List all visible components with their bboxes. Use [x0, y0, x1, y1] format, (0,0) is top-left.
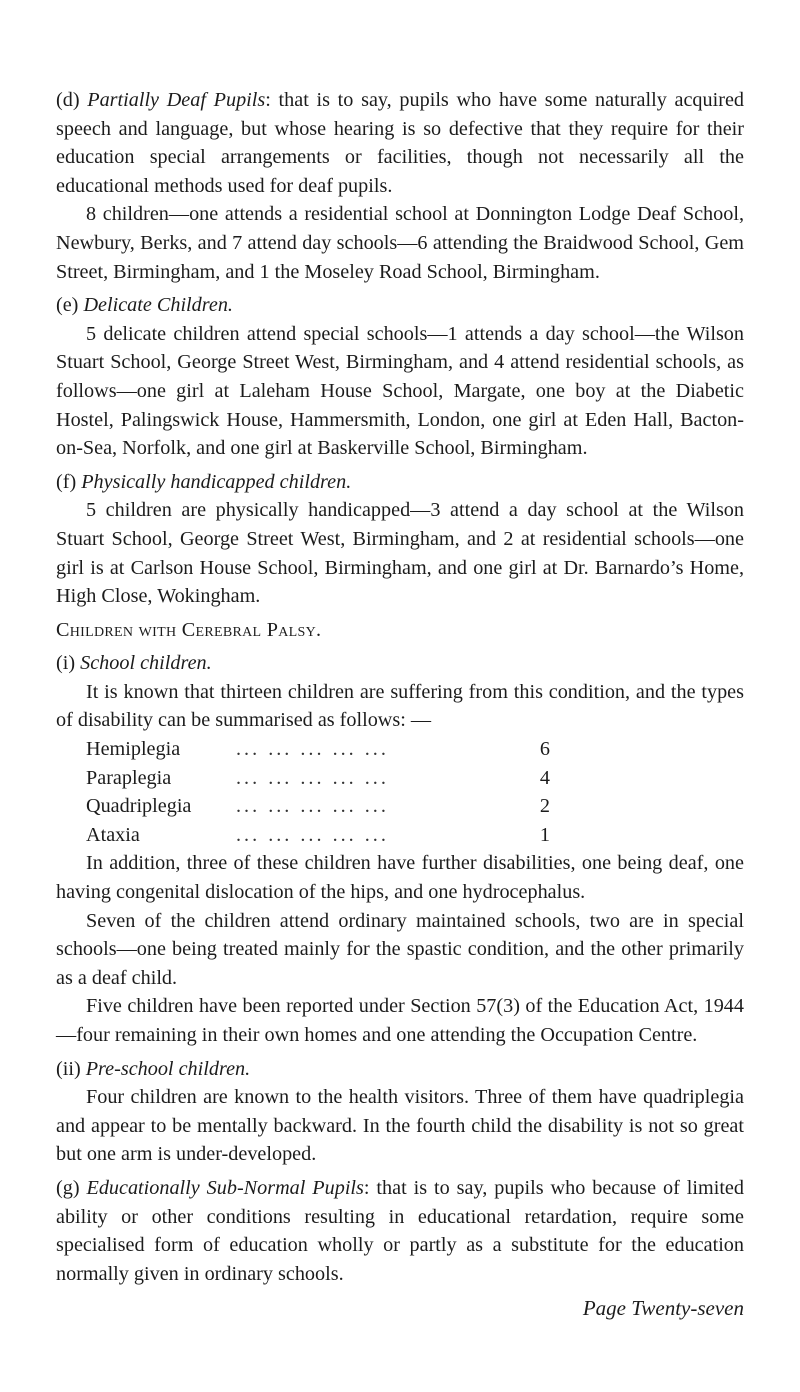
section-57-paragraph: Five children have been reported under Section 57(3) of the Education Act, 1944—four remaining in their own homes and one attending the Occupation Centre. [56, 995, 744, 1046]
school-children-title: School children. [80, 652, 212, 675]
section-g-label: (g) [56, 1176, 80, 1199]
preschool-title: Pre-school children. [85, 1057, 251, 1080]
schools-attended-paragraph: Seven of the children attend ordinary maintained schools, two are in special schools—one being treated mainly for the spastic condition, and the other primarily as a deaf child. [56, 909, 744, 989]
section-f-heading [56, 468, 744, 497]
section-d-definition-text: : that is to say, pupils who have some naturally acquired speech and language, but whose hearing is so defective that they require for their education special arrangements or facilities, though not necessarily all the educational methods used for deaf pupils. [56, 89, 744, 197]
page-number: Page Twenty-seven [582, 1296, 744, 1320]
section-g-definition-text: : that is to say, pupils who because of limited ability or other conditions resulting in educational retardation, require some specialised form of education wholly or partly as a substitute for the education normally given in ordinary schools. [56, 1176, 744, 1285]
table-row [86, 735, 550, 764]
dot-leader: ... ... ... ... ... [236, 795, 389, 818]
school-children-heading [56, 649, 744, 678]
section-e-title: Delicate Children. [83, 294, 233, 317]
section-f-label: (f) [56, 470, 77, 493]
preschool-heading [56, 1055, 744, 1084]
table-row [86, 821, 550, 850]
preschool-paragraph: Four children are known to the health visitors. Three of them have quadriplegia and appear to be mentally backward. In the fourth child the disability is not so great but one arm is under-developed. [56, 1086, 744, 1166]
table-row [86, 792, 550, 821]
dot-leader: ... ... ... ... ... [236, 823, 389, 846]
school-children-intro: It is known that thirteen children are suffering from this condition, and the types of disability can be summarised as follows: — [56, 680, 744, 732]
section-f-paragraph: 5 children are physically handicapped—3 attend a day school at the Wilson Stuart School, George Street West, Birmingham, and 2 at residential schools—one girl is at Carlson House School, Birmingham, and one girl at Dr. Barnardo’s Home, High Close, Wokingham. [56, 499, 744, 608]
disability-count: 2 [539, 795, 550, 818]
disability-name: Ataxia [86, 823, 140, 846]
school-children-label: (i) [56, 652, 76, 675]
section-e-paragraph: 5 delicate children attend special schools—1 attends a day school—the Wilson Stuart School, George Street West, Birmingham, and 4 attend residential schools, as follows—one girl at Laleham House School, Margate, one boy at the Diabetic Hostel, Palingswick House, Hammersmith, London, one girl at Eden Hall, Bacton-on-Sea, Norfolk, and one girl at Baskerville School, Birmingham. [56, 322, 744, 460]
cerebral-palsy-heading: Children with Cerebral Palsy. [56, 618, 322, 641]
section-e-label: (e) [56, 294, 79, 317]
disability-name: Paraplegia [86, 766, 172, 789]
section-g-title: Educationally Sub-Normal Pupils [86, 1176, 364, 1199]
disability-count: 1 [539, 823, 550, 846]
preschool-label: (ii) [56, 1057, 81, 1080]
disability-name: Quadriplegia [86, 795, 192, 818]
section-d-title: Partially Deaf Pupils [87, 89, 266, 111]
section-d-definition [56, 86, 744, 200]
section-d-paragraph: 8 children—one attends a residential school at Donnington Lodge Deaf School, Newbury, Berks, and 7 attend day schools—6 attending the Braidwood School, Gem Street, Birmingham, and 1 the Moseley Road School, Birmingham. [56, 203, 744, 283]
disability-count: 4 [539, 766, 550, 789]
disability-count: 6 [539, 738, 550, 761]
table-row [86, 764, 550, 793]
dot-leader: ... ... ... ... ... [236, 766, 389, 789]
dot-leader: ... ... ... ... ... [236, 738, 389, 761]
section-f-title: Physically handicapped children. [81, 470, 352, 493]
additional-disabilities-paragraph: In addition, three of these children have further disabilities, one being deaf, one having congenital dislocation of the hips, and one hydrocephalus. [56, 852, 744, 904]
section-e-heading [56, 291, 744, 320]
section-d-label: (d) [56, 89, 80, 111]
section-g-definition [56, 1174, 744, 1288]
disability-table [86, 735, 550, 849]
disability-name: Hemiplegia [86, 738, 181, 761]
